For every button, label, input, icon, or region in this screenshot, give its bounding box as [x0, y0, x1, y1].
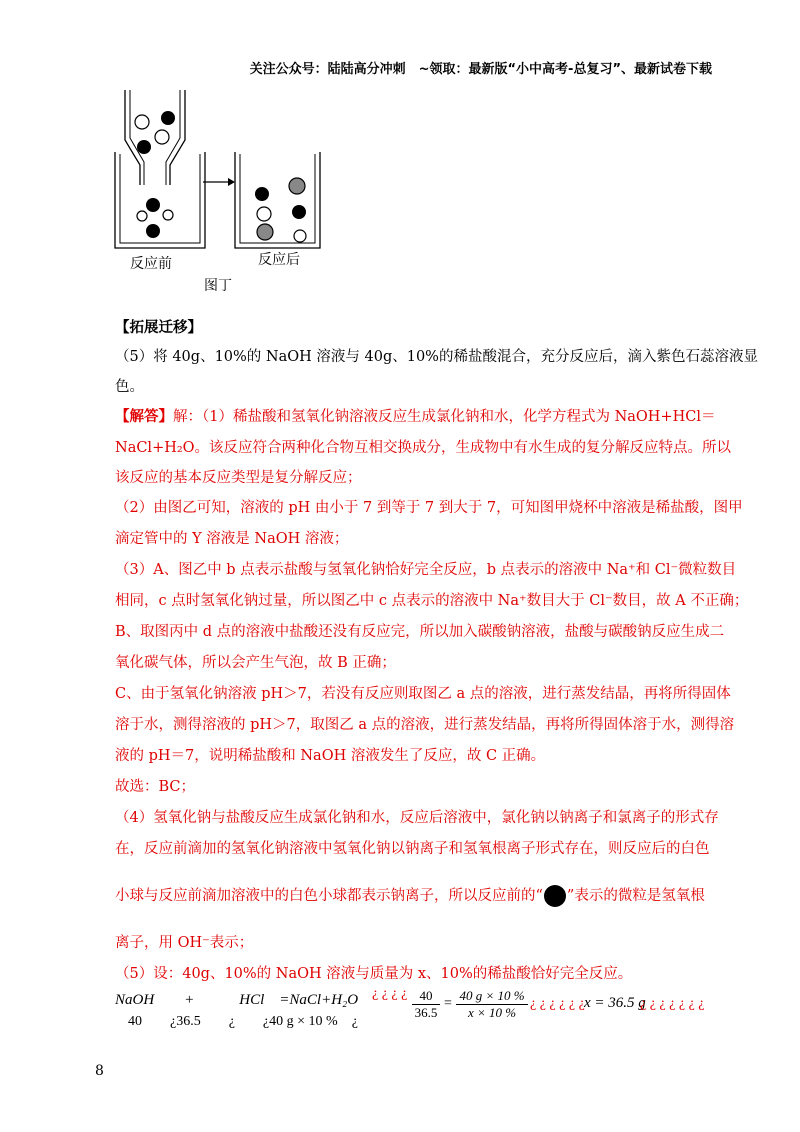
answer-line-6: （3）A、图乙中 b 点表示盐酸与氢氧化钠恰好完全反应，b 点表示的溶液中 Na⁺和 Cl⁻微粒数目: [115, 562, 737, 578]
fraction-1: [412, 988, 440, 1021]
answer-line-11: 溶于水，测得溶液的 pH＞7，取图乙 a 点的溶液，进行蒸发结晶，再将所得固体溶于水，测得溶: [115, 717, 735, 733]
question-5-line2: 色。: [115, 379, 144, 395]
answer-line-9: 氧化碳气体，所以会产生气泡，故 B 正确；: [115, 655, 396, 671]
answer-line-12: 液的 pH＝7，说明稀盐酸和 NaOH 溶液发生了反应，故 C 正确。: [115, 748, 546, 764]
equation-top: NaOH + HCl =NaCl+H₂O: [115, 992, 359, 1008]
white-particle: [135, 115, 149, 129]
gray-particle: [257, 224, 273, 240]
answer-line-16: 离子，用 OH⁻表示；: [115, 935, 254, 951]
answer-line-14: 在，反应前滴加的氢氧化钠溶液中氢氧化钠以钠离子和氢氧根离子形式存在，则反应后的白色: [115, 841, 710, 857]
answer-line-1: [115, 405, 715, 426]
label-after: 反应后: [258, 252, 300, 268]
answer-choice: 故选：BC；: [115, 779, 196, 795]
gray-particle: [289, 178, 305, 194]
fraction-2-numerator: 40 g × 10 %: [456, 988, 528, 1005]
beaker-before-outer: [115, 152, 205, 248]
white-particle: [163, 210, 173, 220]
beaker-before-inner: [120, 154, 200, 243]
equation-bottom: 40 ¿36.5 ¿ ¿40 g × 10 % ¿: [128, 1014, 358, 1029]
page-header: 关注公众号：陆陆高分冲刺 ~领取：最新版“小中高考-总复习”、最新试卷下载: [249, 62, 712, 77]
answer-tag: 【解答】: [115, 408, 173, 425]
answer-text-1: 解：（1）稀盐酸和氢氧化钠溶液反应生成氯化钠和水，化学方程式为 NaOH+HCl＝: [173, 409, 716, 425]
beaker-after-inner: [240, 154, 315, 243]
answer-line-5: 滴定管中的 Y 溶液是 NaOH 溶液；: [115, 531, 349, 547]
answer-line-8: B、取图丙中 d 点的溶液中盐酸还没有反应完，所以加入碳酸钠溶液，盐酸与碳酸钠反应生成二: [115, 624, 725, 640]
arrow-head: [228, 178, 235, 186]
fraction-1-denominator: 36.5: [414, 1005, 438, 1020]
answer-line-7: 相同，c 点时氢氧化钠过量，所以图乙中 c 点表示的溶液中 Na⁺数目大于 Cl⁻数目，故 A 不正确；: [115, 593, 749, 609]
white-particle: [294, 230, 306, 242]
black-particle: [146, 224, 160, 238]
black-particle: [137, 140, 151, 154]
black-particle: [161, 111, 175, 125]
dropper-right-wall: [170, 90, 185, 185]
dropper-left-wall: [125, 90, 140, 185]
equation-garble-1: ¿ ¿ ¿ ¿: [372, 986, 408, 1001]
equation-garble-2: ¿ ¿ ¿ ¿ ¿ ¿: [530, 996, 585, 1011]
section-title: 【拓展迁移】: [115, 319, 202, 336]
label-before: 反应前: [130, 256, 172, 272]
equation-result: x = 36.5 g: [584, 995, 646, 1011]
answer-line-3: 该反应的基本反应类型是复分解反应；: [115, 470, 362, 486]
black-particle: [146, 198, 160, 212]
white-particle: [155, 130, 169, 144]
page-number: 8: [95, 1063, 104, 1079]
answer-line-10: C、由于氢氧化钠溶液 pH＞7，若没有反应则取图乙 a 点的溶液，进行蒸发结晶，再将所得固体: [115, 686, 731, 702]
question-5-line1: （5）将 40g、10%的 NaOH 溶液与 40g、10%的稀盐酸混合，充分反应后，滴入紫色石蕊溶液显: [115, 349, 758, 365]
answer-line-17: （5）设：40g、10%的 NaOH 溶液与质量为 x、10%的稀盐酸恰好完全反应。: [115, 966, 633, 982]
answer-line-2: NaCl+H₂O。该反应符合两种化合物互相交换成分，生成物中有水生成的复分解反应特点。所以: [115, 440, 732, 456]
fraction-1-numerator: 40: [412, 988, 440, 1005]
black-particle: [292, 205, 306, 219]
answer-text-15a: 小球与反应前滴加溶液中的白色小球都表示钠离子，所以反应前的“: [115, 888, 543, 904]
fraction-2: [456, 988, 528, 1021]
answer-line-15: [115, 884, 705, 907]
equation-garble-3: ¿ ¿ ¿ ¿ ¿ ¿ ¿: [640, 996, 705, 1011]
answer-line-13: （4）氢氧化钠与盐酸反应生成氯化钠和水，反应后溶液中，氯化钠以钠离子和氯离子的形式存: [115, 810, 719, 826]
white-particle: [257, 207, 271, 221]
black-particle: [255, 187, 269, 201]
fraction-2-denominator: x × 10 %: [467, 1005, 517, 1020]
white-particle: [137, 211, 147, 221]
beaker-after-outer: [235, 152, 320, 248]
figure-caption: 图丁: [204, 278, 232, 294]
answer-text-15b: ”表示的微粒是氢氧根: [566, 888, 705, 904]
answer-line-4: （2）由图乙可知，溶液的 pH 由小于 7 到等于 7 到大于 7，可知图甲烧杯中溶液是稀盐酸，图甲: [115, 500, 743, 516]
dropper-left-inner: [130, 90, 144, 185]
equation-equals: =: [444, 996, 452, 1011]
black-particle-icon: [544, 885, 566, 907]
